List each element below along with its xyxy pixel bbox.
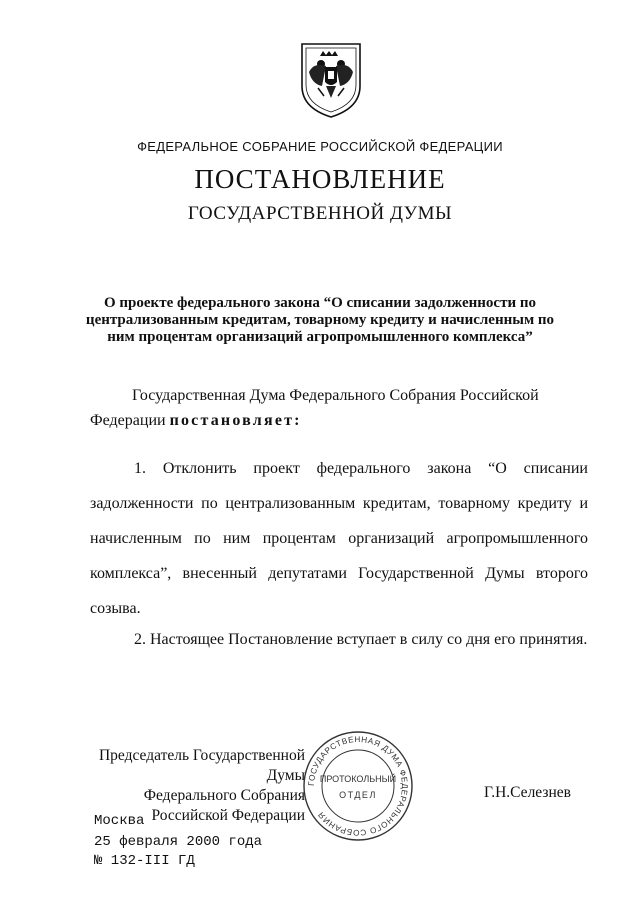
signatory-name: Г.Н.Селезнев: [484, 784, 571, 801]
preamble-resolves: постановляет:: [169, 412, 302, 429]
document-title: ПОСТАНОВЛЕНИЕ: [194, 164, 446, 194]
preamble-text: Государственная Дума Федерального Собрания Российской Федерации: [90, 387, 539, 429]
issue-date: 25 февраля 2000 года: [94, 834, 263, 850]
signature-position-line-1: Председатель Государственной Думы: [98, 747, 305, 784]
stamp-ring-text: ГОСУДАРСТВЕННАЯ ДУМА ФЕДЕРАЛЬНОГО СОБРАНИЯ: [306, 734, 410, 838]
paragraph-1: 1. Отклонить проект федерального закона “О списании задолженности по централизованным кредитам, товарному кредиту и начисленным по ним процентам организаций агропромышленного комплекса”, внесенный депутатами Государственной Думы второго созыва.: [90, 460, 588, 617]
organization-name: ФЕДЕРАЛЬНОЕ СОБРАНИЕ РОССИЙСКОЙ ФЕДЕРАЦИИ: [137, 139, 503, 154]
russian-coat-of-arms-icon: [296, 40, 366, 120]
document-number: № 132-III ГД: [94, 853, 195, 869]
signature-position-line-2: Федерального Собрания: [143, 787, 305, 804]
stamp-center-line-2: ОТДЕЛ: [339, 790, 377, 800]
issue-city: Москва: [94, 813, 145, 829]
stamp-center-line-1: ПРОТОКОЛЬНЫЙ: [319, 774, 397, 784]
signature-position-line-3: Российской Федерации: [151, 807, 305, 824]
preamble: [90, 383, 590, 433]
document-subtitle: ГОСУДАРСТВЕННОЙ ДУМЫ: [187, 203, 453, 224]
official-stamp: [300, 728, 416, 844]
document-subject: О проекте федерального закона “О списании задолженности по централизованным кредитам, товарному кредиту и начисленным по ним процентам организаций агропромышленного комплекса”: [85, 295, 555, 345]
paragraph-2: 2. Настоящее Постановление вступает в силу со дня его принятия.: [134, 631, 588, 648]
